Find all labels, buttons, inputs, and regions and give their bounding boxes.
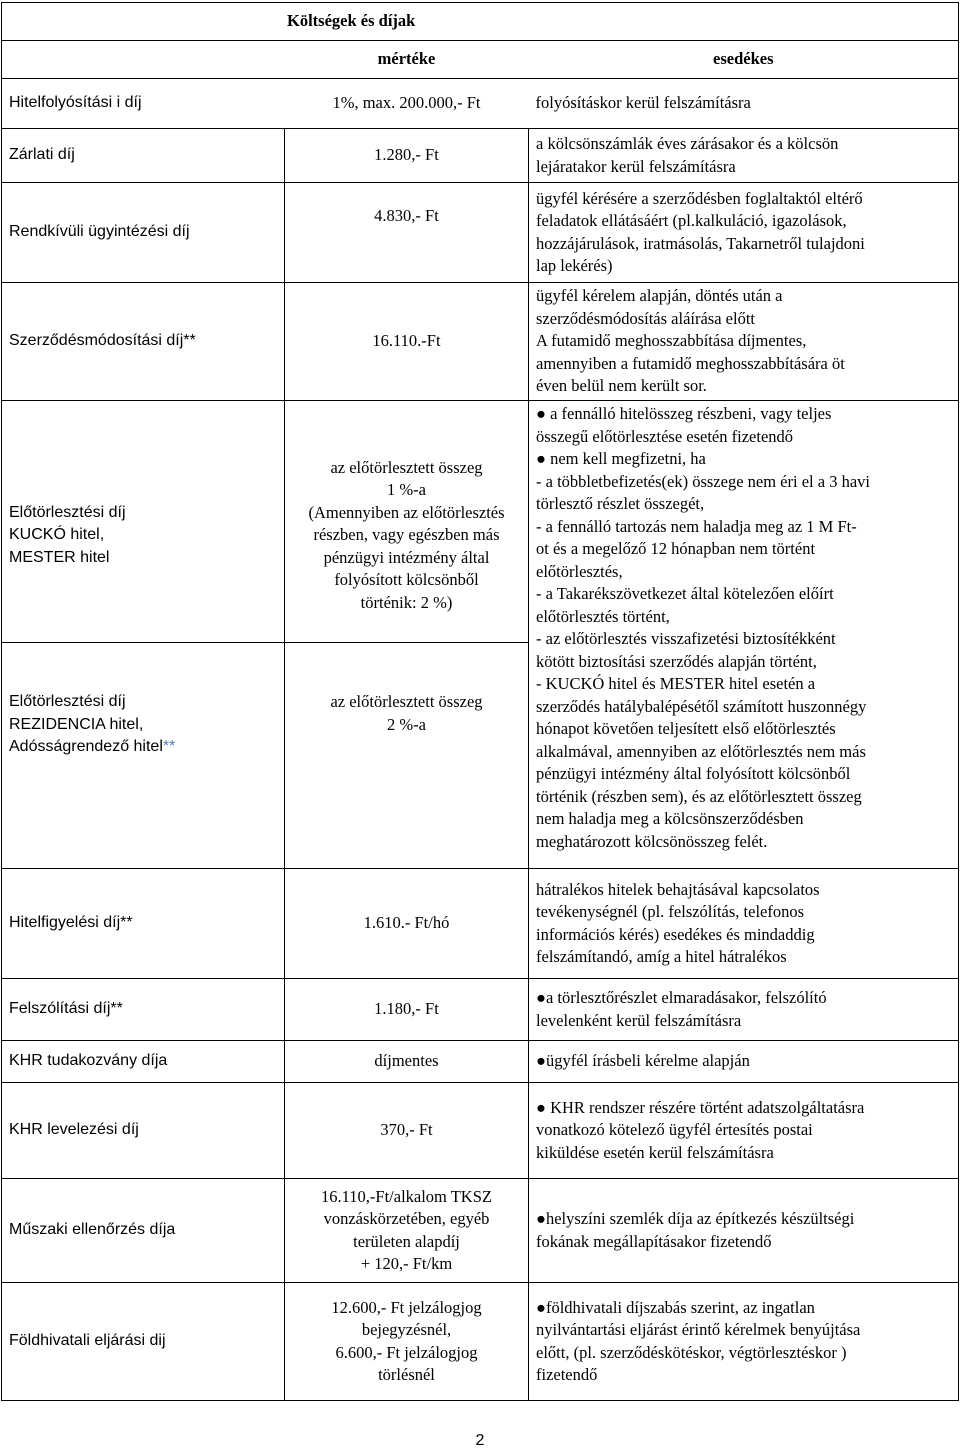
page-number: 2: [475, 1432, 485, 1449]
table-row: [2, 1179, 959, 1283]
table-header-title-row: [2, 3, 959, 41]
table-row: [2, 183, 959, 283]
fee-due: ●földhivatali díjszabás szerint, az ingatlan nyilvántartási eljárást érintő kérelmek benyújtása előtt, (pl. szerződéskötéskor, végtörlesztéskor ) fizetendő: [529, 1283, 959, 1401]
fee-due: ●helyszíni szemlék díja az építkezés készültségi fokának megállapításakor fizetendő: [529, 1179, 959, 1283]
fee-name: Műszaki ellenőrzés díja: [2, 1179, 285, 1283]
table-row: [2, 1041, 959, 1083]
fee-due: folyósításkor kerül felszámításra: [529, 79, 959, 129]
table-title: Költségek és díjak: [2, 3, 959, 41]
fee-amount: 1.610.- Ft/hó: [285, 869, 529, 979]
fee-amount: 16.110,-Ft/alkalom TKSZ vonzáskörzetében, egyéb területen alapdíj + 120,- Ft/km: [285, 1179, 529, 1283]
fee-amount: 4.830,- Ft: [285, 183, 529, 283]
fee-due: ● a fennálló hitelösszeg részbeni, vagy teljes összegű előtörlesztése esetén fizetendő ● nem kell megfizetni, ha - a többletbefizetés(ek) összege nem éri el a 3 havi törlesztő részlet összegét, - a fennálló tartozás nem haladja meg az 1 M Ft- ot és a megelőző 12 hónapban nem történt előtörlesztés, - a Takarékszövetkezet által kötelezően előírt előtörlesztés történt, - az előtörlesztés visszafizetési biztosítékként kötött biztosítási szerződés alapján történt, - KUCKÓ hitel és MESTER hitel esetén a szerződés hatálybalépésétől számított huszonnégy hónapot követően teljesített első előtörlesztés alkalmával, amennyiben az előtörlesztés nem más pénzügyi intézmény által folyósított kölcsönből történik (részben sem), és az előtörlesztett összeg nem haladja meg a kölcsönszerződésben meghatározott kölcsönösszeg felét.: [529, 401, 959, 869]
fee-name: Felszólítási díj**: [2, 979, 285, 1041]
table-row: [2, 1283, 959, 1401]
fee-name: KHR tudakozvány díja: [2, 1041, 285, 1083]
fee-name: Rendkívüli ügyintézési díj: [2, 183, 285, 283]
fee-name: Előtörlesztési díj REZIDENCIA hitel, Adósságrendező hitel**: [2, 643, 285, 869]
fee-amount: díjmentes: [285, 1041, 529, 1083]
fee-name: KHR levelezési díj: [2, 1083, 285, 1179]
fee-name: Földhivatali eljárási dij: [2, 1283, 285, 1401]
table-row: [2, 401, 959, 643]
fee-due: ●a törlesztőrészlet elmaradásakor, felszólító levelenként kerül felszámításra: [529, 979, 959, 1041]
fee-amount: 12.600,- Ft jelzálogjog bejegyzésnél, 6.600,- Ft jelzálogjog törlésnél: [285, 1283, 529, 1401]
table-row: [2, 129, 959, 183]
column-header-due: esedékes: [529, 41, 959, 79]
table-row: [2, 283, 959, 401]
fee-due: ügyfél kérelem alapján, döntés után a szerződésmódosítás aláírása előtt A futamidő meghosszabbítása díjmentes, amennyiben a futamidő meghosszabbítására öt éven belül nem került sor.: [529, 283, 959, 401]
fee-amount: 1.280,- Ft: [285, 129, 529, 183]
fee-name: Szerződésmódosítási díj**: [2, 283, 285, 401]
table-row: [2, 1083, 959, 1179]
fee-due: ügyfél kérésére a szerződésben foglaltaktól eltérő feladatok ellátásáért (pl.kalkuláció, igazolások, hozzájárulások, iratmásolás, Takarnetről tulajdoni lap lekérés): [529, 183, 959, 283]
fee-name: Zárlati díj: [2, 129, 285, 183]
fee-amount: 1%, max. 200.000,- Ft: [285, 79, 529, 129]
fee-due: ●ügyfél írásbeli kérelme alapján: [529, 1041, 959, 1083]
table-header-row: [2, 41, 959, 79]
fee-amount: az előtörlesztett összeg 1 %-a (Amennyiben az előtörlesztés részben, vagy egészben más pénzügyi intézmény által folyósított kölcsönből történik: 2 %): [285, 401, 529, 643]
fee-name: Hitelfigyelési díj**: [2, 869, 285, 979]
table-row: [2, 869, 959, 979]
fees-table: [1, 2, 959, 1401]
fee-amount: 16.110.-Ft: [285, 283, 529, 401]
fee-due: hátralékos hitelek behajtásával kapcsolatos tevékenységnél (pl. felszólítás, telefonos információs kérés) esedékes és mindaddig felszámítandó, amíg a hitel hátralékos: [529, 869, 959, 979]
fee-due: ● KHR rendszer részére történt adatszolgáltatásra vonatkozó kötelező ügyfél értesítés postai kiküldése esetén kerül felszámításra: [529, 1083, 959, 1179]
fee-due: a kölcsönszámlák éves zárásakor és a kölcsön lejáratakor kerül felszámításra: [529, 129, 959, 183]
table-row: [2, 79, 959, 129]
fee-name: Hitelfolyósítási i díj: [2, 79, 285, 129]
fee-amount: az előtörlesztett összeg 2 %-a: [285, 643, 529, 869]
fee-amount: 1.180,- Ft: [285, 979, 529, 1041]
column-header-measure: mértéke: [285, 41, 529, 79]
table-row: [2, 979, 959, 1041]
fee-name: Előtörlesztési díj KUCKÓ hitel, MESTER hitel: [2, 401, 285, 643]
fee-amount: 370,- Ft: [285, 1083, 529, 1179]
